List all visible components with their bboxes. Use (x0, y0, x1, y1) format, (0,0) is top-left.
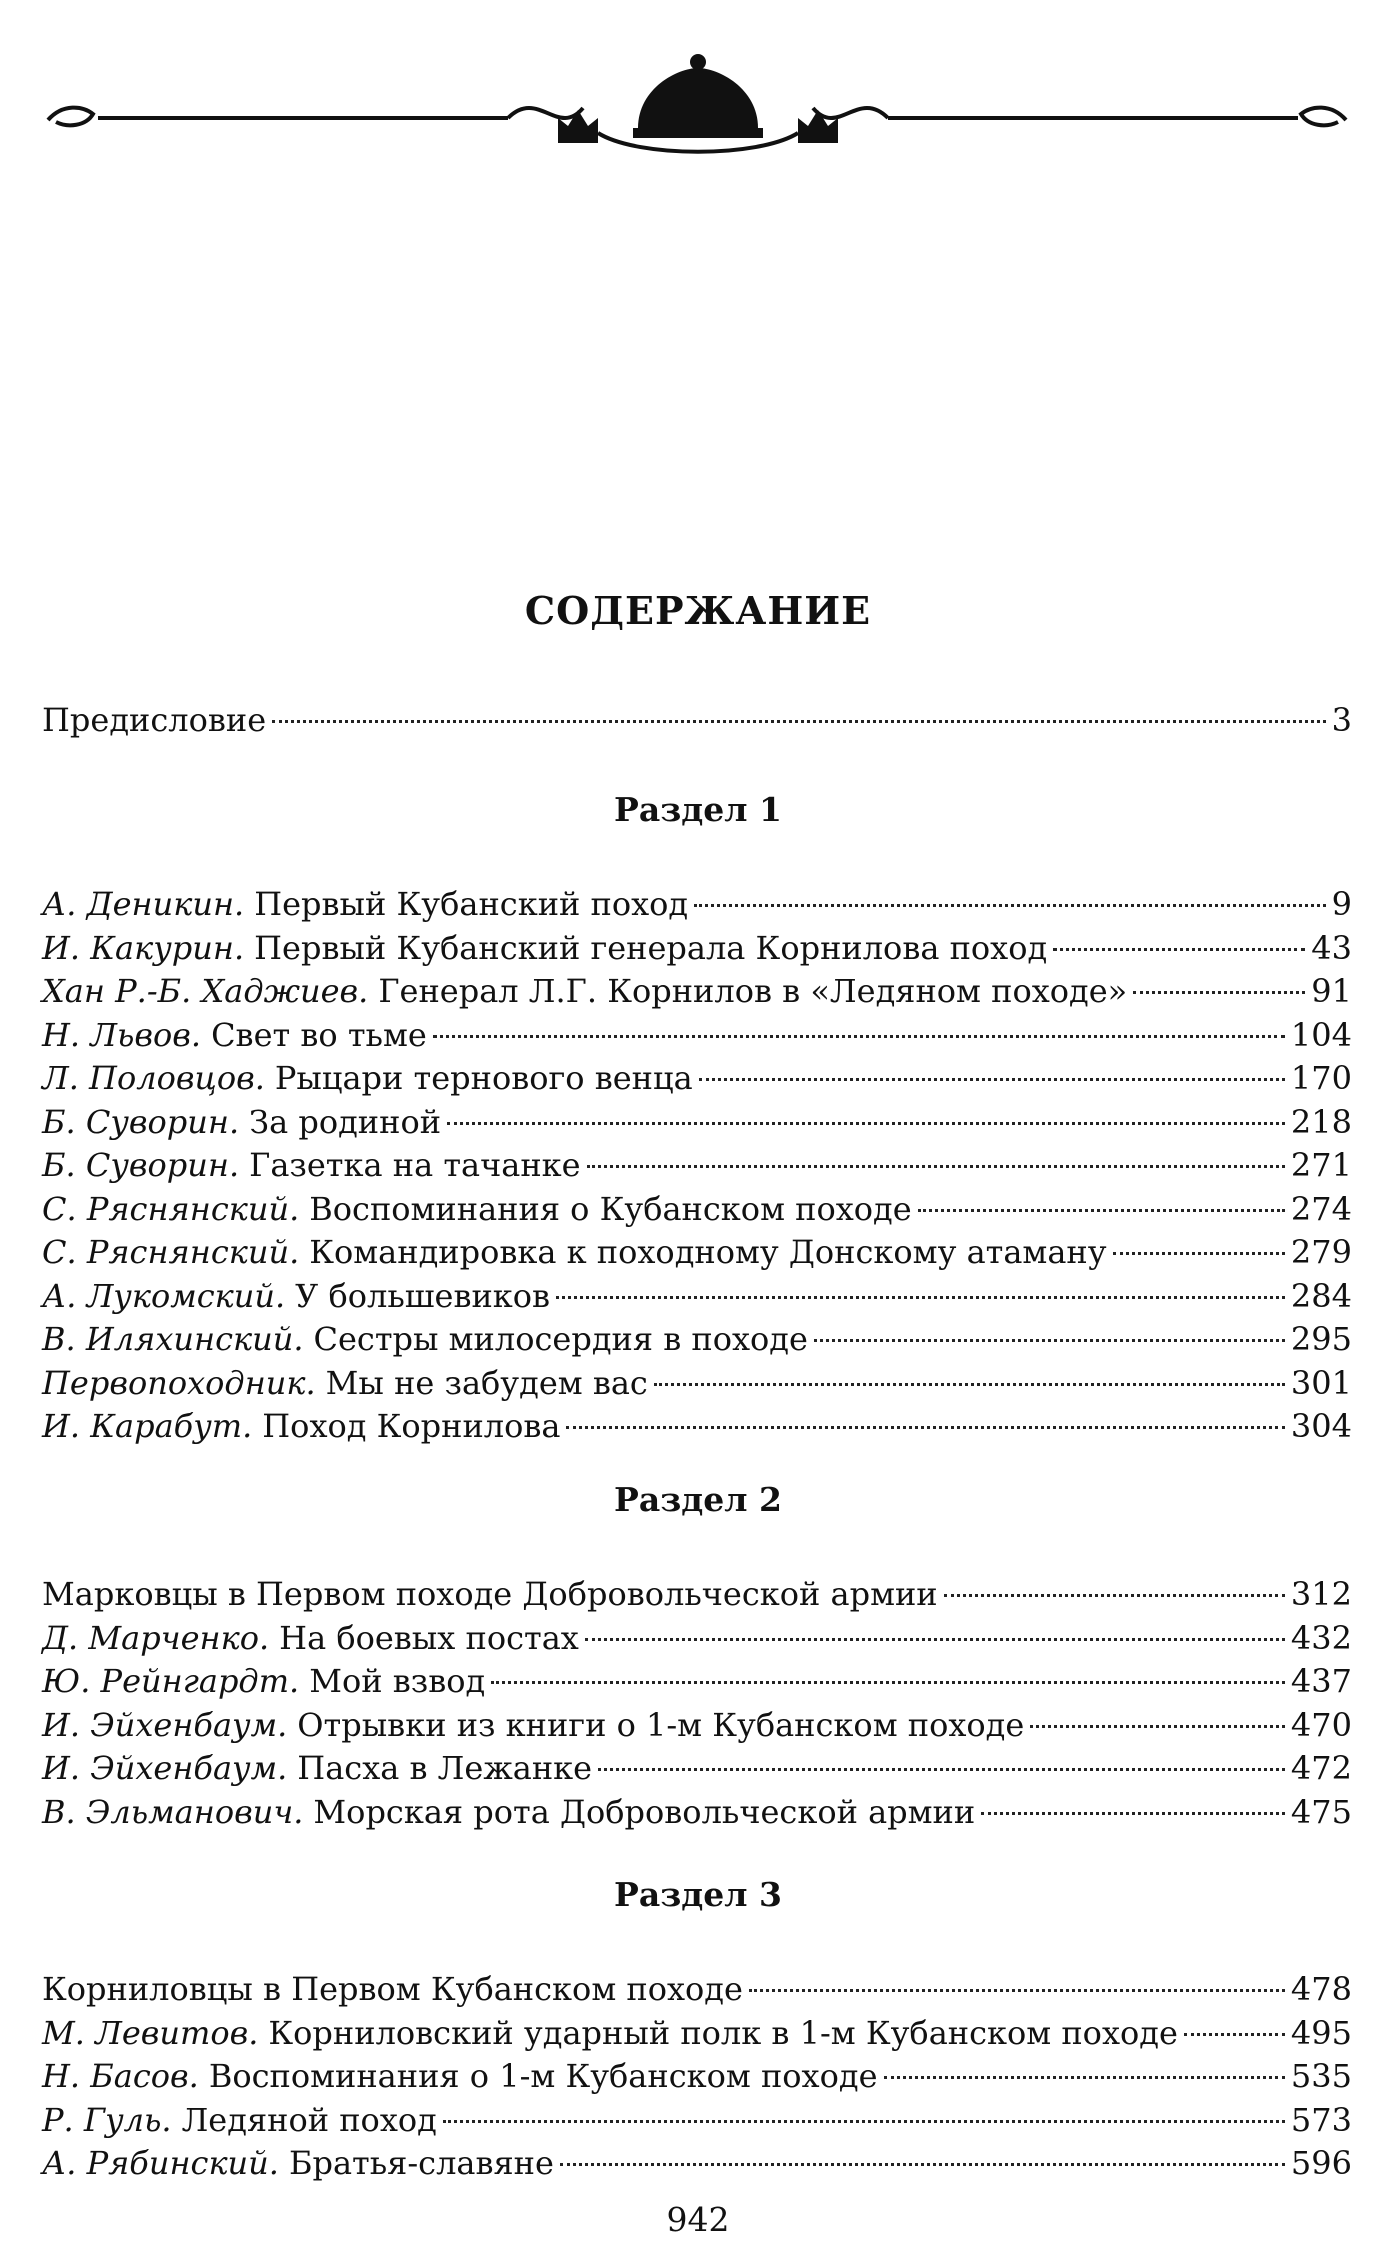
toc-entry[interactable] (42, 1790, 1352, 1834)
entry-author: В. Иляхинский. (42, 1320, 304, 1358)
entry-title: На боевых постах (279, 1618, 579, 1657)
dot-leader (814, 1339, 1285, 1342)
toc-entry[interactable] (42, 1967, 1352, 2011)
dot-leader (944, 1594, 1285, 1597)
entry-title: Воспоминания о 1-м Кубанском походе (208, 2057, 878, 2095)
dot-leader (654, 1383, 1285, 1386)
entry-author: Ю. Рейнгардт. (42, 1662, 300, 1700)
entry-page: 9 (1331, 885, 1352, 923)
dot-leader (598, 1768, 1285, 1771)
entry-page: 573 (1290, 2100, 1352, 2139)
entry-title: Сестры милосердия в походе (313, 1320, 808, 1358)
entry-author: В. Эльманович. (42, 1792, 304, 1831)
entry-author: Б. Суворин. (42, 1146, 240, 1184)
entry-page: 535 (1290, 2057, 1352, 2095)
entry-page: 304 (1290, 1407, 1352, 1445)
entry-page: 274 (1290, 1189, 1352, 1228)
dot-leader (491, 1681, 1285, 1684)
toc-entry[interactable] (42, 926, 1352, 970)
toc-entry[interactable] (42, 969, 1352, 1013)
toc-entry[interactable] (42, 1317, 1352, 1361)
entry-title: Газетка на тачанке (249, 1146, 581, 1184)
entry-author: Л. Половцов. (42, 1059, 265, 1097)
section-heading: Раздел 1 (614, 790, 782, 829)
entry-title: Свет во тьме (211, 1015, 427, 1054)
dot-leader (694, 904, 1326, 907)
toc-entry[interactable] (42, 2011, 1352, 2055)
toc-entry[interactable] (42, 882, 1352, 926)
toc-entry[interactable] (42, 1187, 1352, 1231)
toc-entry[interactable] (42, 1404, 1352, 1448)
entry-title: За родиной (249, 1102, 442, 1141)
dot-leader (560, 2163, 1285, 2166)
toc-entry[interactable] (42, 2141, 1352, 2185)
entry-page: 3 (1331, 701, 1352, 739)
entry-title: Корниловский ударный полк в 1-м Кубанском походе (268, 2013, 1178, 2052)
toc-entry[interactable] (42, 1100, 1352, 1144)
entry-page: 104 (1290, 1015, 1352, 1054)
entry-title: Рыцари тернового венца (274, 1059, 693, 1097)
entry-title: Воспоминания о Кубанском походе (309, 1189, 912, 1228)
entry-page: 495 (1290, 2013, 1352, 2052)
entry-page: 170 (1290, 1059, 1352, 1097)
entry-author: И. Эйхенбаум. (42, 1749, 288, 1787)
section-heading: Раздел 3 (614, 1875, 782, 1914)
entry-author: Первопоходник. (42, 1363, 316, 1402)
entry-title: Отрывки из книги о 1-м Кубанском походе (297, 1705, 1025, 1744)
entry-author: А. Деникин. (42, 885, 245, 923)
entry-title: Ледяной поход (181, 2100, 437, 2139)
dot-leader (433, 1035, 1285, 1038)
entry-page: 91 (1311, 972, 1352, 1010)
entry-title: Мы не забудем вас (325, 1363, 648, 1402)
entry-title: Первый Кубанский поход (254, 885, 689, 923)
entry-title: Морская рота Добровольческой армии (313, 1792, 976, 1831)
toc-entry[interactable] (42, 2054, 1352, 2098)
toc-entry[interactable] (42, 1056, 1352, 1100)
toc-entry[interactable] (42, 2098, 1352, 2142)
section-heading: Раздел 2 (614, 1480, 782, 1519)
entry-page: 478 (1290, 1970, 1352, 2008)
entry-title: Командировка к походному Донскому атаману (309, 1233, 1107, 1271)
entry-page: 437 (1290, 1662, 1352, 1700)
entry-page: 472 (1290, 1749, 1352, 1787)
dot-leader (884, 2076, 1285, 2079)
toc-entry[interactable] (42, 1143, 1352, 1187)
dot-leader (1030, 1725, 1285, 1728)
entry-author: Н. Львов. (42, 1015, 202, 1054)
entry-author: Р. Гуль. (42, 2100, 172, 2139)
entry-page: 284 (1290, 1276, 1352, 1315)
toc-entry[interactable] (42, 1703, 1352, 1747)
entry-author: Хан Р.-Б. Хаджиев. (42, 972, 369, 1010)
entry-title: Первый Кубанский генерала Корнилова поход (254, 928, 1048, 967)
toc-entry[interactable] (42, 1013, 1352, 1057)
toc-entry[interactable] (42, 1274, 1352, 1318)
entry-author: С. Ряснянский. (42, 1233, 300, 1271)
entry-page: 596 (1290, 2144, 1352, 2182)
entry-title: Пасха в Лежанке (297, 1749, 593, 1787)
dot-leader (1133, 991, 1305, 994)
toc-entry-preface[interactable] (42, 698, 1352, 742)
toc-entry[interactable] (42, 1361, 1352, 1405)
dot-leader (443, 2120, 1285, 2123)
entry-page: 432 (1290, 1618, 1352, 1657)
page-number: 942 (666, 2200, 730, 2239)
entry-page: 43 (1311, 928, 1352, 967)
entry-author: И. Карабут. (42, 1407, 253, 1445)
entry-title: Генерал Л.Г. Корнилов в «Ледяном походе» (378, 972, 1128, 1010)
entry-author: Н. Басов. (42, 2057, 199, 2095)
entry-author: И. Какурин. (42, 928, 245, 967)
entry-author: А. Рябинский. (42, 2144, 279, 2182)
entry-title: У большевиков (295, 1276, 551, 1315)
entry-author: Б. Суворин. (42, 1102, 240, 1141)
entry-title: Мой взвод (309, 1662, 486, 1700)
dot-leader (556, 1296, 1285, 1299)
toc-entry[interactable] (42, 1572, 1352, 1616)
toc-entry[interactable] (42, 1616, 1352, 1660)
entry-page: 470 (1290, 1705, 1352, 1744)
dot-leader (918, 1209, 1285, 1212)
dot-leader (587, 1165, 1285, 1168)
entry-title: Предисловие (42, 701, 267, 739)
entry-page: 475 (1290, 1792, 1352, 1831)
entry-page: 312 (1290, 1575, 1352, 1613)
entry-author: И. Эйхенбаум. (42, 1705, 288, 1744)
page-title: СОДЕРЖАНИЕ (524, 588, 872, 633)
dot-leader (749, 1989, 1285, 1992)
crown-ornament-icon (38, 48, 1356, 158)
entry-page: 301 (1290, 1363, 1352, 1402)
entry-author: А. Лукомский. (42, 1276, 286, 1315)
dot-leader (1184, 2033, 1285, 2036)
toc-entry[interactable] (42, 1659, 1352, 1703)
toc-entry[interactable] (42, 1230, 1352, 1274)
dot-leader (1113, 1252, 1285, 1255)
entry-title: Корниловцы в Первом Кубанском походе (42, 1970, 743, 2008)
dot-leader (447, 1122, 1285, 1125)
entry-page: 279 (1290, 1233, 1352, 1271)
entry-title: Поход Корнилова (262, 1407, 561, 1445)
dot-leader (981, 1812, 1285, 1815)
dot-leader (585, 1638, 1285, 1641)
entry-author: Д. Марченко. (42, 1618, 270, 1657)
entry-page: 271 (1290, 1146, 1352, 1184)
entry-page: 218 (1290, 1102, 1352, 1141)
dot-leader (566, 1426, 1284, 1429)
dot-leader (1053, 948, 1305, 951)
entry-title: Братья-славяне (288, 2144, 554, 2182)
toc-entry[interactable] (42, 1746, 1352, 1790)
entry-author: С. Ряснянский. (42, 1189, 300, 1228)
dot-leader (272, 720, 1325, 723)
dot-leader (699, 1078, 1285, 1081)
entry-title: Марковцы в Первом походе Добровольческой армии (42, 1575, 938, 1613)
entry-page: 295 (1290, 1320, 1352, 1358)
entry-author: М. Левитов. (42, 2013, 259, 2052)
